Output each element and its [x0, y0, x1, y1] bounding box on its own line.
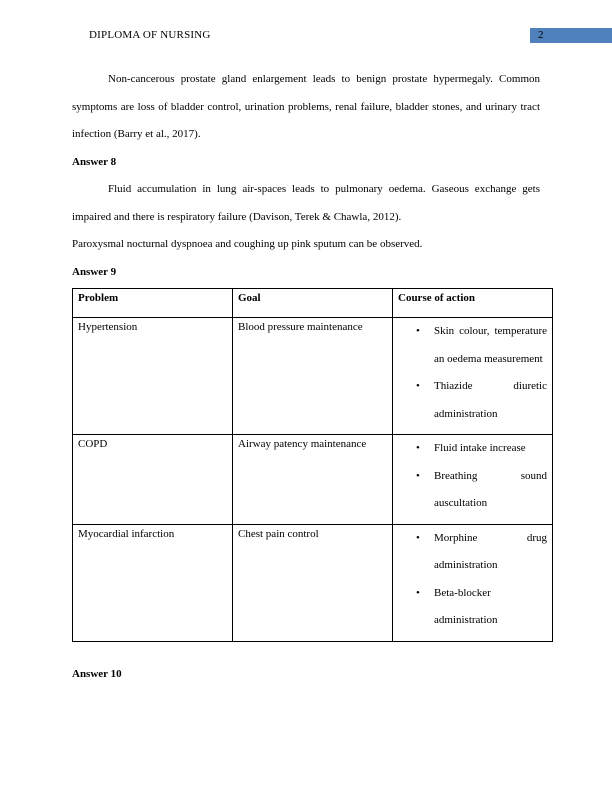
table-row — [73, 318, 553, 435]
page-header — [0, 28, 612, 44]
column-header-course-of-action: Course of action — [393, 289, 553, 318]
document-body — [72, 66, 547, 688]
action-cell — [393, 318, 553, 435]
action-list — [398, 435, 547, 518]
action-list — [398, 318, 547, 428]
care-plan-table — [72, 288, 553, 642]
answer-9-heading: Answer 9 — [72, 265, 117, 278]
answer-10-heading: Answer 10 — [72, 667, 122, 680]
problem-cell: Hypertension — [73, 318, 233, 435]
table-row — [73, 435, 553, 525]
action-cell — [393, 524, 553, 641]
column-header-problem: Problem — [73, 289, 233, 318]
action-item: • Fluid intake increase — [398, 435, 547, 463]
action-item: • Skin colour, temperature an oedema measurement — [398, 318, 547, 373]
action-item: • Breathing sound auscultation — [398, 463, 547, 518]
answer-8-paragraph-2: Paroxysmal nocturnal dyspnoea and coughing up pink sputum can be observed. — [72, 238, 423, 250]
answer-8-heading: Answer 8 — [72, 155, 117, 168]
table-row — [73, 524, 553, 641]
table-header-row — [73, 289, 553, 318]
action-item: • Beta-blocker administration — [398, 580, 547, 635]
action-item: • Thiazide diuretic administration — [398, 373, 547, 428]
answer-8-paragraph-1: Fluid accumulation in lung air-spaces leads to pulmonary oedema. Gaseous exchange gets impaired and there is respiratory failure (Davison, Terek & Chawla, 2012). — [72, 183, 540, 223]
running-head: DIPLOMA OF NURSING — [89, 29, 211, 41]
page-number: 2 — [530, 28, 612, 43]
problem-cell: Myocardial infarction — [73, 524, 233, 641]
goal-cell: Airway patency maintenance — [233, 435, 393, 525]
action-item: • Morphine drug administration — [398, 525, 547, 580]
action-cell — [393, 435, 553, 525]
action-list — [398, 525, 547, 635]
problem-cell: COPD — [73, 435, 233, 525]
goal-cell: Blood pressure maintenance — [233, 318, 393, 435]
goal-cell: Chest pain control — [233, 524, 393, 641]
intro-paragraph: Non-cancerous prostate gland enlargement leads to benign prostate hypermegaly. Common symptoms are loss of bladder control, urination problems, renal failure, bladder stones, and urinary tract infection (Barry et al., 2017). — [72, 73, 540, 140]
column-header-goal: Goal — [233, 289, 393, 318]
